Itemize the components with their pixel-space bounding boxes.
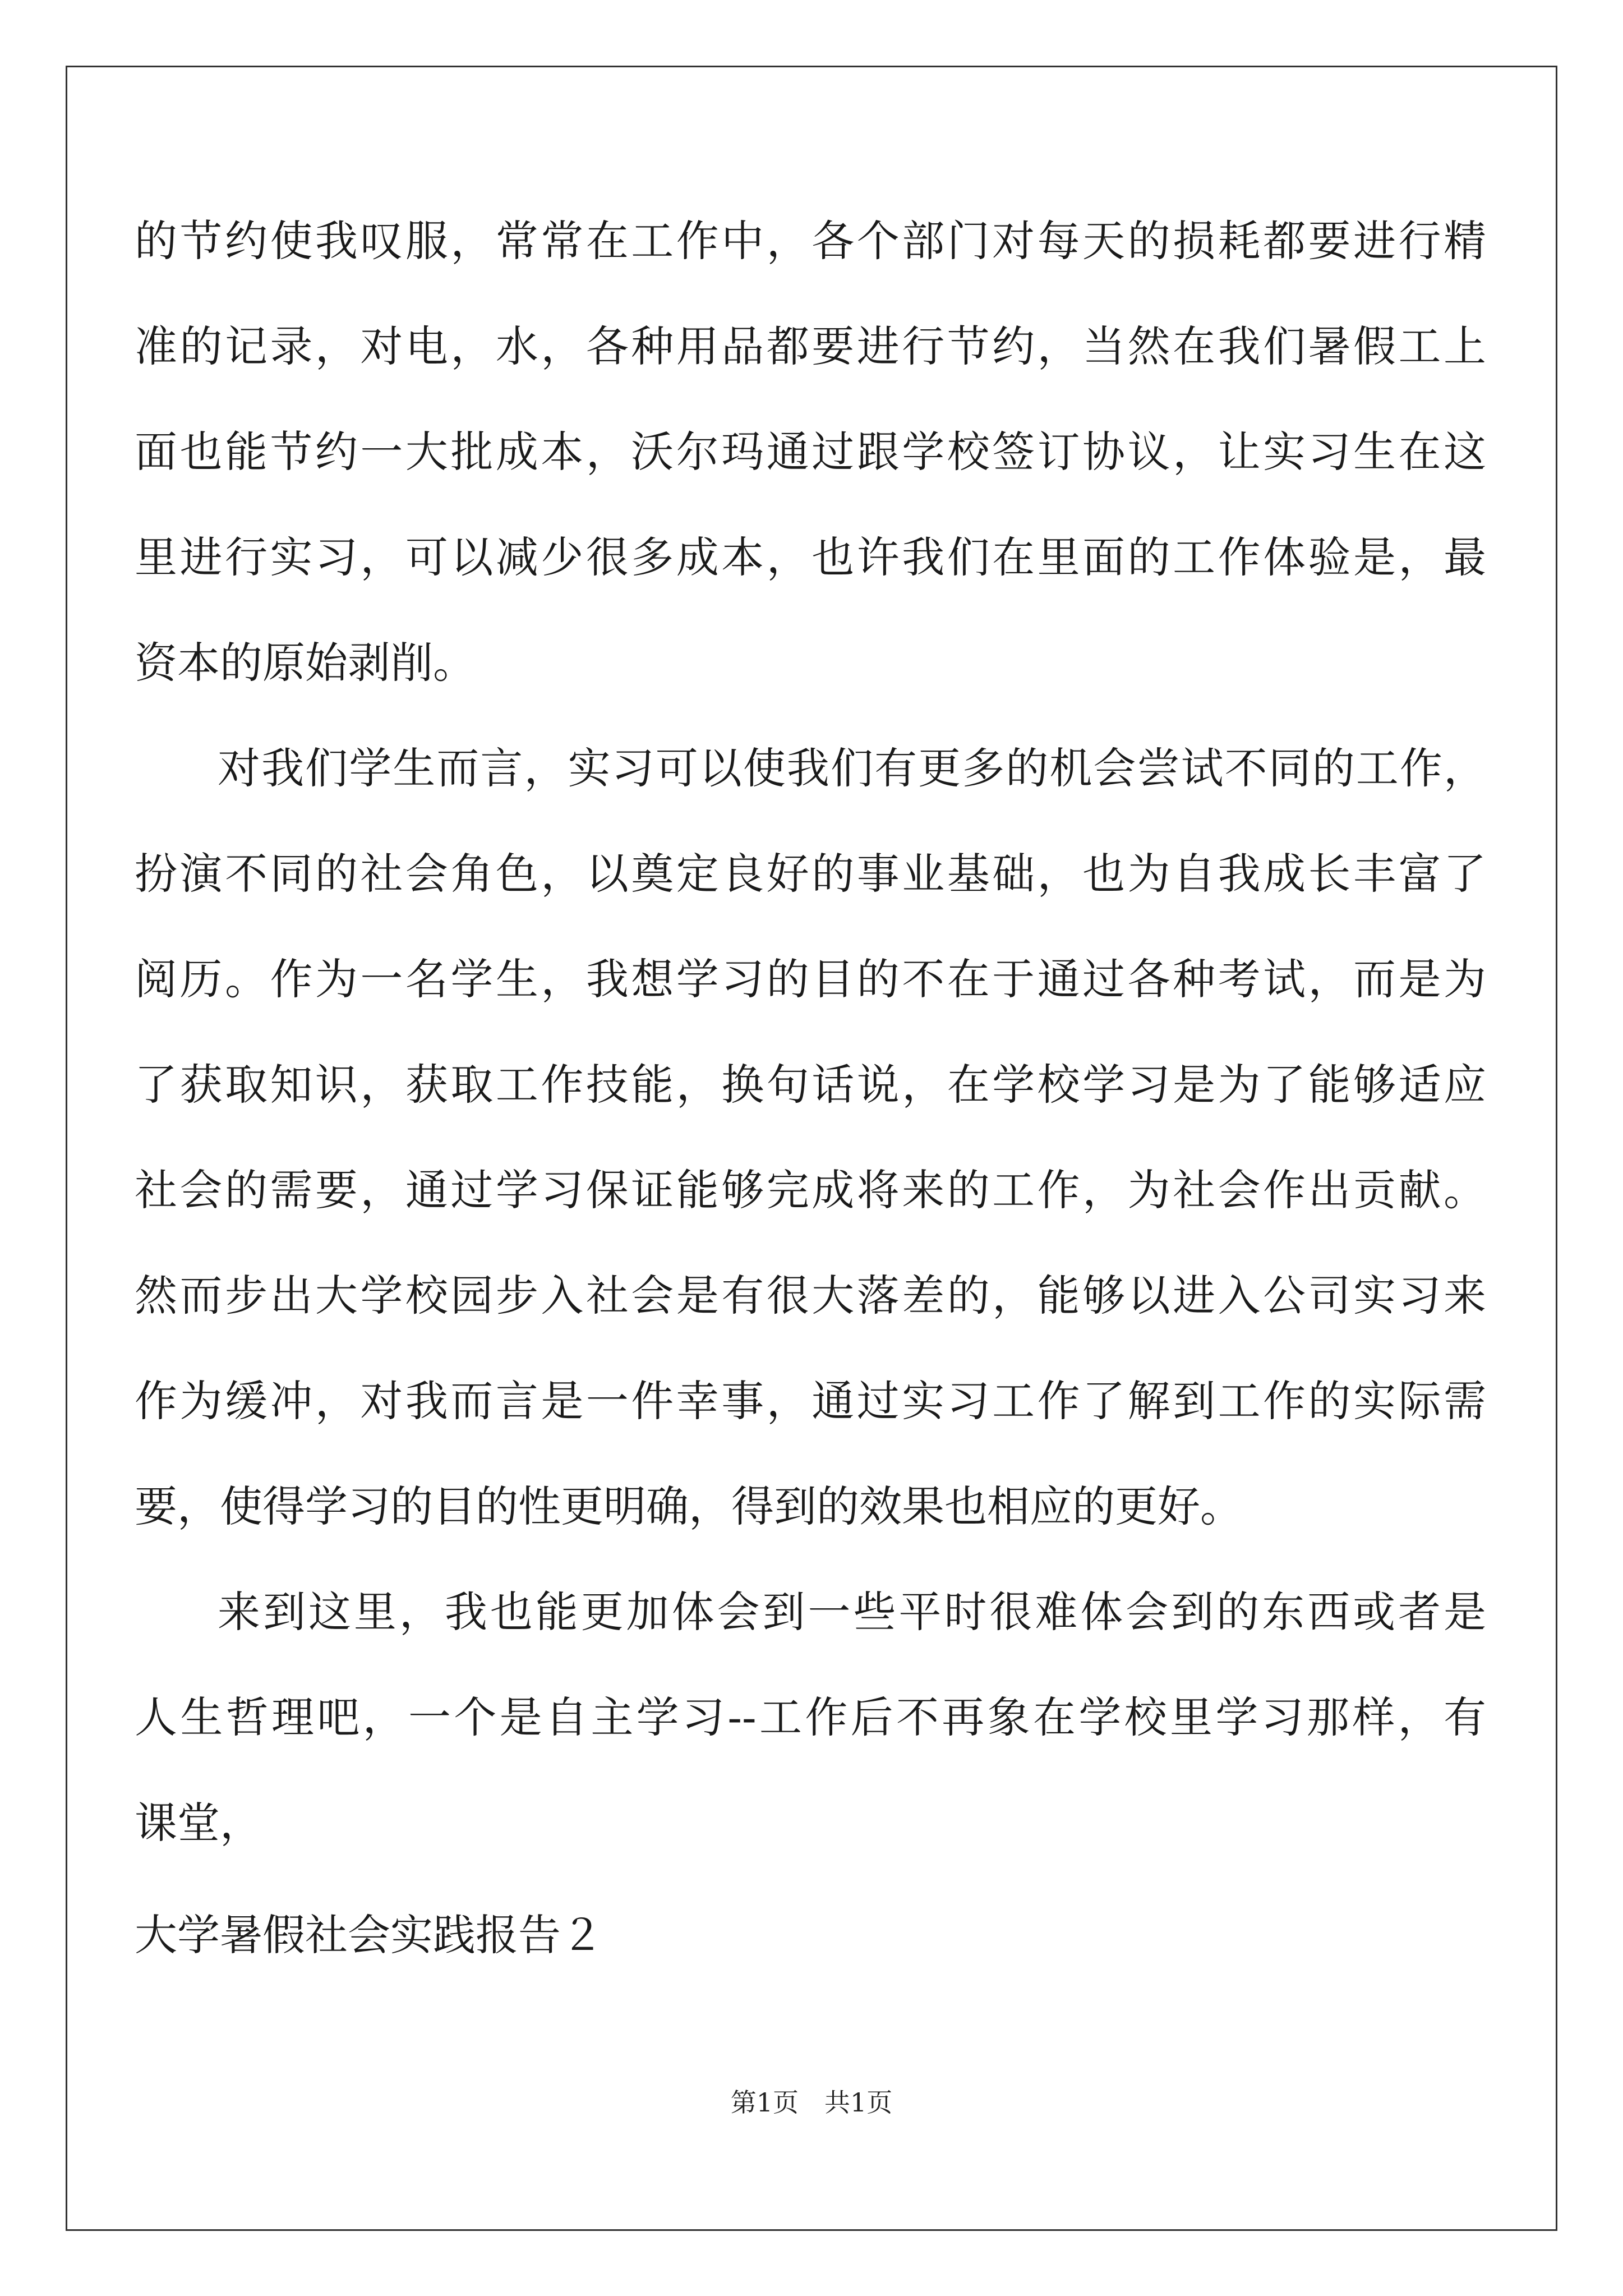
paragraph-2-line-2: 扮演不同的社会角色，以奠定良好的事业基础，也为自我成长丰富了 [135, 849, 1486, 899]
paragraph-2-line-4: 了获取知识，获取工作技能，换句话说，在学校学习是为了能够适应 [135, 1060, 1486, 1110]
paragraph-1-line-4: 里进行实习，可以减少很多成本，也许我们在里面的工作体验是，最 [135, 532, 1486, 582]
paragraph-3-line-2: 人生哲理吧，一个是自主学习--工作后不再象在学校里学习那样，有 [135, 1692, 1486, 1742]
paragraph-2-line-1: 对我们学生而言，实习可以使我们有更多的机会尝试不同的工作， [218, 743, 1486, 793]
section-heading: 大学暑假社会实践报告２ [135, 1910, 603, 1960]
paragraph-2-line-7: 作为缓冲，对我而言是一件幸事，通过实习工作了解到工作的实际需 [135, 1376, 1486, 1426]
paragraph-1-line-1: 的节约使我叹服，常常在工作中，各个部门对每天的损耗都要进行精 [135, 216, 1486, 266]
paragraph-1-line-3: 面也能节约一大批成本，沃尔玛通过跟学校签订协议，让实习生在这 [135, 427, 1486, 477]
paragraph-2-line-3: 阅历。作为一名学生，我想学习的目的不在于通过各种考试，而是为 [135, 954, 1486, 1004]
page-footer: 第1页 共1页 [730, 2087, 893, 2118]
paragraph-1-line-5: 资本的原始剥削。 [135, 638, 476, 688]
paragraph-3-line-3: 课堂， [135, 1798, 262, 1848]
paragraph-2-line-6: 然而步出大学校园步入社会是有很大落差的，能够以进入公司实习来 [135, 1271, 1486, 1320]
paragraph-1-line-2: 准的记录，对电，水，各种用品都要进行节约，当然在我们暑假工上 [135, 321, 1486, 371]
paragraph-3-line-1: 来到这里，我也能更加体会到一些平时很难体会到的东西或者是 [218, 1587, 1486, 1637]
paragraph-2-line-8: 要，使得学习的目的性更明确，得到的效果也相应的更好。 [135, 1481, 1243, 1531]
paragraph-2-line-5: 社会的需要，通过学习保证能够完成将来的工作，为社会作出贡献。 [135, 1165, 1486, 1215]
